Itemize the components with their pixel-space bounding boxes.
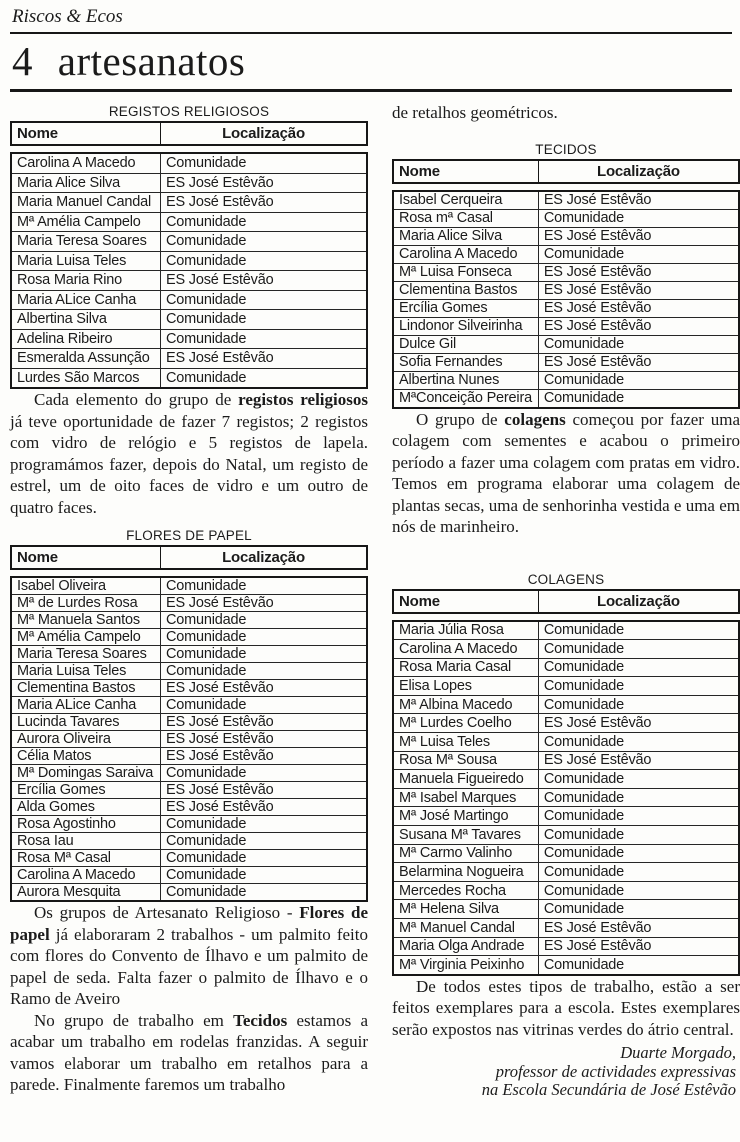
table-row xyxy=(11,816,367,833)
cell-nome: Mª Luisa Teles xyxy=(393,733,538,752)
table-header xyxy=(10,121,368,146)
cell-localizacao: Comunidade xyxy=(538,770,739,789)
cell-localizacao: Comunidade xyxy=(161,212,367,232)
table-row xyxy=(393,937,739,956)
masthead-divider-top xyxy=(10,32,732,34)
cell-nome: Esmeralda Assunção xyxy=(11,349,161,369)
table-row xyxy=(11,368,367,388)
table-row xyxy=(393,770,739,789)
cell-localizacao: ES José Estêvão xyxy=(161,714,367,731)
text: começou por fazer uma colagem com sementes e acabou o primeiro período a fazer uma colagem com pratas em vidro. Temos em programa elaborar uma colagem de plantas secas, uma de senhorinha vestida e uma em nós de marinheiro. xyxy=(392,409,740,536)
cell-nome: Aurora Mesquita xyxy=(11,884,161,902)
cell-localizacao: Comunidade xyxy=(538,335,739,353)
text: No grupo de trabalho em xyxy=(34,1010,234,1030)
cell-localizacao: ES José Estêvão xyxy=(161,595,367,612)
table-row xyxy=(11,329,367,349)
cell-nome: Maria Manuel Candal xyxy=(11,193,161,213)
cell-localizacao: ES José Estêvão xyxy=(161,748,367,765)
cell-localizacao: ES José Estêvão xyxy=(161,731,367,748)
header-row xyxy=(11,122,367,145)
cell-localizacao: ES José Estêvão xyxy=(538,263,739,281)
table-body xyxy=(10,152,368,389)
table-row xyxy=(11,731,367,748)
table-registos-religiosos xyxy=(10,104,368,389)
cell-nome: Rosa Maria Rino xyxy=(11,271,161,291)
table-title: FLORES DE PAPEL xyxy=(126,528,252,543)
cell-localizacao: Comunidade xyxy=(161,368,367,388)
cell-nome: Maria Teresa Soares xyxy=(11,232,161,252)
cell-nome: Belarmina Nogueira xyxy=(393,863,538,882)
table-row xyxy=(393,281,739,299)
cell-nome: Isabel Cerqueira xyxy=(393,191,538,210)
cell-localizacao: Comunidade xyxy=(538,733,739,752)
cell-nome: Maria Luisa Teles xyxy=(11,663,161,680)
table-row xyxy=(393,677,739,696)
cell-localizacao: Comunidade xyxy=(161,612,367,629)
two-column-layout xyxy=(10,102,740,1100)
cell-localizacao: Comunidade xyxy=(161,867,367,884)
cell-nome: Mª de Lurdes Rosa xyxy=(11,595,161,612)
cell-localizacao: ES José Estêvão xyxy=(538,919,739,938)
cell-localizacao: Comunidade xyxy=(538,863,739,882)
cell-localizacao: ES José Estêvão xyxy=(538,751,739,770)
table-row xyxy=(11,799,367,816)
paragraph-registos xyxy=(10,389,368,518)
cell-localizacao: Comunidade xyxy=(166,578,247,594)
table-row xyxy=(11,612,367,629)
cell-localizacao: Comunidade xyxy=(161,629,367,646)
cell-nome: Manuela Figueiredo xyxy=(393,770,538,789)
text: Cada elemento do grupo de xyxy=(34,390,239,409)
cell-nome: Maria Teresa Soares xyxy=(11,646,161,663)
table-row xyxy=(11,349,367,369)
bold-text: colagens xyxy=(504,409,566,429)
table-row xyxy=(11,663,367,680)
bold-text: registos religiosos xyxy=(238,390,368,409)
table-row xyxy=(393,353,739,371)
cell-localizacao: Comunidade xyxy=(538,245,739,263)
cell-nome: Carolina A Macedo xyxy=(393,640,538,659)
cell-localizacao: Comunidade xyxy=(538,695,739,714)
table-row xyxy=(11,782,367,799)
cell-localizacao: Comunidade xyxy=(543,622,625,639)
table-row xyxy=(393,209,739,227)
table-row xyxy=(393,371,739,389)
table-row xyxy=(393,640,739,659)
cell-nome: Albertina Silva xyxy=(11,310,161,330)
article-headline: 4 artesanatos xyxy=(12,38,246,84)
cell-nome: Mª Carmo Valinho xyxy=(393,844,538,863)
cell-nome: Maria ALice Canha xyxy=(11,290,161,310)
cell-localizacao: ES José Estêvão xyxy=(161,271,367,291)
cell-localizacao: Comunidade xyxy=(538,788,739,807)
cell-nome: Mª Lurdes Coelho xyxy=(393,714,538,733)
cell-nome: Mª Manuela Santos xyxy=(11,612,161,629)
table-title: COLAGENS xyxy=(527,571,605,587)
table-row xyxy=(11,232,367,252)
table-flores-de-papel xyxy=(10,528,368,902)
cell-nome: Maria ALice Canha xyxy=(11,697,161,714)
cell-localizacao: Comunidade xyxy=(161,663,367,680)
cell-localizacao: ES José Estêvão xyxy=(161,349,367,369)
table-row xyxy=(393,263,739,281)
table-row xyxy=(11,173,367,193)
cell-nome: Mª Luisa Fonseca xyxy=(393,263,538,281)
paragraph-tecidos xyxy=(10,1010,368,1096)
cell-localizacao: ES José Estêvão xyxy=(538,353,739,371)
cell-nome: Carolina A Macedo xyxy=(393,245,538,263)
text: Os grupos de Artesanato Religioso - xyxy=(34,903,300,922)
column-header-nome: Nome xyxy=(11,546,161,569)
table-row xyxy=(393,900,739,919)
signature-school: na Escola Secundária de José Estêvão xyxy=(481,1080,736,1100)
column-header-localizacao: Localização xyxy=(596,592,680,610)
table-header xyxy=(392,159,740,184)
cell-nome: Susana Mª Tavares xyxy=(393,826,538,845)
table-title: REGISTOS RELIGIOSOS xyxy=(108,104,270,119)
table-row xyxy=(11,193,367,213)
cell-localizacao: Comunidade xyxy=(538,844,739,863)
table-row xyxy=(11,290,367,310)
header-row xyxy=(393,160,739,183)
table-row xyxy=(11,884,367,902)
table-row xyxy=(11,310,367,330)
text: O grupo de xyxy=(416,409,505,429)
cell-nome: Alda Gomes xyxy=(11,799,161,816)
table-row xyxy=(11,765,367,782)
cell-nome: Rosa Maria Casal xyxy=(393,658,538,677)
cell-localizacao: ES José Estêvão xyxy=(538,281,739,299)
table-row xyxy=(393,658,739,677)
cell-nome: Mercedes Rocha xyxy=(393,881,538,900)
signature-role: professor de actividades expressivas xyxy=(495,1061,736,1081)
cell-localizacao: Comunidade xyxy=(161,816,367,833)
column-header-localizacao: Localização xyxy=(222,125,305,142)
cell-localizacao: ES José Estêvão xyxy=(538,227,739,245)
masthead-divider-bottom xyxy=(10,89,732,92)
cell-localizacao: Comunidade xyxy=(161,646,367,663)
column-header-localizacao: Localização xyxy=(596,162,680,180)
cell-nome: Adelina Ribeiro xyxy=(11,329,161,349)
cell-localizacao: Comunidade xyxy=(538,209,739,227)
cell-localizacao: Comunidade xyxy=(161,833,367,850)
cell-nome: Rosa Agostinho xyxy=(11,816,161,833)
newsletter-title: Riscos & Ecos xyxy=(12,6,123,27)
cell-nome: Rosa mª Casal xyxy=(393,209,538,227)
column-header-localizacao: Localização xyxy=(222,549,305,566)
cell-nome: Carolina A Macedo xyxy=(11,153,161,173)
right-column xyxy=(392,102,740,1100)
table-row xyxy=(11,251,367,271)
table-row xyxy=(393,826,739,845)
cell-localizacao: ES José Estêvão xyxy=(161,680,367,697)
table-row xyxy=(393,919,739,938)
cell-nome: Mª Albina Macedo xyxy=(393,695,538,714)
table-row xyxy=(11,714,367,731)
table-row xyxy=(393,695,739,714)
bold-text: Tecidos xyxy=(233,1010,288,1030)
cell-nome: MªConceição Pereira xyxy=(393,389,538,408)
table-body xyxy=(10,576,368,902)
cell-localizacao: Comunidade xyxy=(161,884,367,902)
left-column xyxy=(10,102,368,1100)
column-header-nome: Nome xyxy=(11,122,161,145)
cell-nome: Clementina Bastos xyxy=(393,281,538,299)
cell-localizacao: Comunidade xyxy=(166,155,247,172)
table-row xyxy=(393,956,739,975)
column-header-nome: Nome xyxy=(393,590,538,613)
cell-localizacao: ES José Estêvão xyxy=(538,317,739,335)
cell-localizacao: Comunidade xyxy=(538,826,739,845)
table-tecidos xyxy=(392,142,740,409)
cell-localizacao: Comunidade xyxy=(161,290,367,310)
table-row xyxy=(393,881,739,900)
text: estamos a acabar um trabalho em rodelas franzidas. A seguir vamos elaborar um trabalho em retalhos para a parede. Finalmente faremos um trabalho xyxy=(10,1010,368,1094)
table-row xyxy=(393,751,739,770)
cell-nome: Clementina Bastos xyxy=(11,680,161,697)
table-row xyxy=(393,335,739,353)
table-row xyxy=(393,245,739,263)
table-row xyxy=(393,788,739,807)
text: já teve oportunidade de fazer 7 registos; 2 registos com vidro de relógio e 5 registos de lapela. programámos fazer, depois do Natal, um registo de estrel, um de oito faces de vidro e um outro de quatro faces. xyxy=(10,411,368,517)
cell-nome: Lucinda Tavares xyxy=(11,714,161,731)
cell-nome: Dulce Gil xyxy=(393,335,538,353)
text: já elaboraram 2 trabalhos - um palmito feito com flores do Convento de Ílhavo e um palmito de papel de seda. Falta fazer o palmito de Ílhavo e o Ramo de Aveiro xyxy=(10,924,368,1008)
paragraph-tecidos-continuation: de retalhos geométricos. xyxy=(392,103,558,122)
paragraph-closing: De todos estes tipos de trabalho, estão a ser feitos exemplares para a escola. Estes exemplares serão expostos nas vitrinas verdes do átrio central. xyxy=(392,976,740,1039)
cell-nome: Maria Olga Andrade xyxy=(393,937,538,956)
cell-nome: Rosa Iau xyxy=(11,833,161,850)
table-row xyxy=(393,863,739,882)
table-colagens xyxy=(392,572,740,976)
cell-localizacao: Comunidade xyxy=(538,677,739,696)
cell-localizacao: Comunidade xyxy=(161,251,367,271)
bold-text: Flores de papel xyxy=(10,903,368,944)
table-row xyxy=(393,317,739,335)
table-row xyxy=(393,844,739,863)
cell-localizacao: Comunidade xyxy=(161,232,367,252)
cell-nome: Mª Isabel Marques xyxy=(393,788,538,807)
paragraph-colagens xyxy=(392,409,740,538)
table-body xyxy=(392,620,740,976)
cell-nome: Rosa Mª Casal xyxy=(11,850,161,867)
cell-nome: Mª Amélia Campelo xyxy=(11,212,161,232)
cell-localizacao: ES José Estêvão xyxy=(161,193,367,213)
cell-nome: Ercília Gomes xyxy=(11,782,161,799)
cell-localizacao: ES José Estêvão xyxy=(538,299,739,317)
cell-localizacao: Comunidade xyxy=(161,765,367,782)
cell-nome: Carolina A Macedo xyxy=(11,867,161,884)
signature-author: Duarte Morgado, xyxy=(620,1043,736,1063)
cell-localizacao: Comunidade xyxy=(538,881,739,900)
table-row xyxy=(11,629,367,646)
cell-nome: Isabel Oliveira xyxy=(11,577,161,595)
cell-localizacao: Comunidade xyxy=(538,389,739,408)
table-row xyxy=(11,212,367,232)
cell-localizacao: Comunidade xyxy=(161,850,367,867)
cell-localizacao: ES José Estêvão xyxy=(161,782,367,799)
cell-nome: Elisa Lopes xyxy=(393,677,538,696)
header-row xyxy=(11,546,367,569)
cell-nome: Lindonor Silveirinha xyxy=(393,317,538,335)
table-row xyxy=(11,271,367,291)
cell-localizacao: ES José Estêvão xyxy=(543,192,652,208)
table-row xyxy=(11,850,367,867)
cell-nome: Mª Manuel Candal xyxy=(393,919,538,938)
table-row xyxy=(393,389,739,408)
cell-nome: Albertina Nunes xyxy=(393,371,538,389)
header-row xyxy=(393,590,739,613)
table-row xyxy=(393,807,739,826)
paragraph-flores xyxy=(10,902,368,1010)
cell-localizacao: ES José Estêvão xyxy=(161,799,367,816)
cell-nome: Mª José Martingo xyxy=(393,807,538,826)
cell-nome: Célia Matos xyxy=(11,748,161,765)
cell-nome: Maria Alice Silva xyxy=(393,227,538,245)
table-row xyxy=(11,153,367,173)
column-header-nome: Nome xyxy=(393,160,538,183)
table-row xyxy=(393,733,739,752)
cell-localizacao: Comunidade xyxy=(161,329,367,349)
cell-nome: Rosa Mª Sousa xyxy=(393,751,538,770)
table-row xyxy=(393,191,739,210)
table-row xyxy=(11,646,367,663)
cell-nome: Lurdes São Marcos xyxy=(11,368,161,388)
table-row xyxy=(11,748,367,765)
cell-nome: Aurora Oliveira xyxy=(11,731,161,748)
table-row xyxy=(11,867,367,884)
table-row xyxy=(11,697,367,714)
cell-nome: Mª Domingas Saraiva xyxy=(11,765,161,782)
table-row xyxy=(11,595,367,612)
table-row xyxy=(11,680,367,697)
table-row xyxy=(393,299,739,317)
table-row xyxy=(11,833,367,850)
table-header xyxy=(10,545,368,570)
cell-nome: Maria Alice Silva xyxy=(11,173,161,193)
cell-localizacao: Comunidade xyxy=(538,900,739,919)
cell-nome: Maria Júlia Rosa xyxy=(393,621,538,640)
cell-nome: Mª Amélia Campelo xyxy=(11,629,161,646)
cell-localizacao: Comunidade xyxy=(538,956,739,975)
table-row xyxy=(393,227,739,245)
table-row xyxy=(393,714,739,733)
table-header xyxy=(392,589,740,614)
cell-localizacao: ES José Estêvão xyxy=(538,714,739,733)
table-row xyxy=(11,577,367,595)
cell-localizacao: Comunidade xyxy=(538,807,739,826)
cell-localizacao: Comunidade xyxy=(538,658,739,677)
cell-nome: Sofia Fernandes xyxy=(393,353,538,371)
cell-localizacao: ES José Estêvão xyxy=(161,173,367,193)
cell-nome: Mª Helena Silva xyxy=(393,900,538,919)
cell-localizacao: Comunidade xyxy=(161,697,367,714)
table-title: TECIDOS xyxy=(535,141,597,157)
cell-localizacao: ES José Estêvão xyxy=(538,937,739,956)
table-body xyxy=(392,190,740,409)
cell-localizacao: Comunidade xyxy=(538,640,739,659)
table-row xyxy=(393,621,739,640)
cell-localizacao: Comunidade xyxy=(161,310,367,330)
cell-nome: Mª Virginia Peixinho xyxy=(393,956,538,975)
cell-nome: Maria Luisa Teles xyxy=(11,251,161,271)
signature-block xyxy=(392,1044,740,1100)
cell-localizacao: Comunidade xyxy=(538,371,739,389)
cell-nome: Ercília Gomes xyxy=(393,299,538,317)
